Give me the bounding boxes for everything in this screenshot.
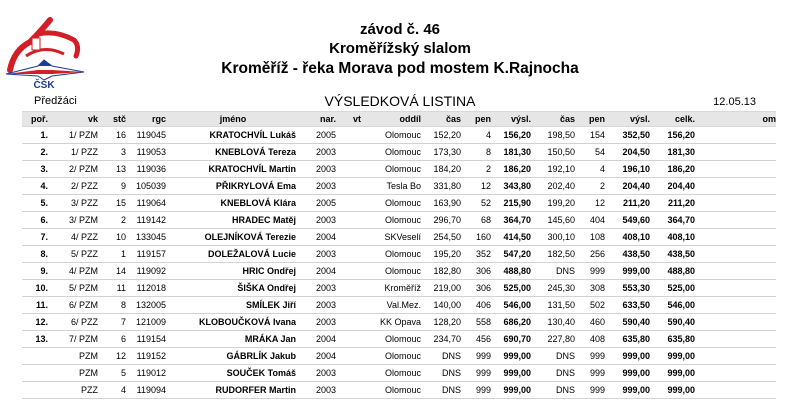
- cell-om: [695, 161, 776, 178]
- cell-pen2: 999: [575, 263, 605, 280]
- cell-cas1: 182,80: [421, 263, 461, 280]
- cell-vk: 6/ PZZ: [48, 314, 98, 331]
- cell-stc: 12: [98, 348, 126, 365]
- cell-stc: 15: [98, 195, 126, 212]
- cell-stc: 11: [98, 280, 126, 297]
- cell-nar: 2003: [296, 246, 336, 263]
- cell-oddil: Olomouc: [361, 127, 421, 144]
- cell-vt: [336, 212, 361, 229]
- col-header-pen2: pen: [575, 112, 605, 127]
- cell-vysl2: 549,60: [605, 212, 650, 229]
- cell-pen2: 308: [575, 280, 605, 297]
- cell-rgc: 119012: [126, 365, 166, 382]
- cell-nar: 2004: [296, 331, 336, 348]
- cell-vysl2: 999,00: [605, 263, 650, 280]
- cell-cas1: 128,20: [421, 314, 461, 331]
- cell-vt: [336, 229, 361, 246]
- cell-stc: 16: [98, 127, 126, 144]
- cell-om: [695, 314, 776, 331]
- table-row: [22, 229, 776, 246]
- cell-jmeno: GÁBRLÍK Jakub: [166, 348, 296, 365]
- cell-cas2: 300,10: [531, 229, 575, 246]
- cell-pen1: 12: [461, 178, 491, 195]
- cell-celk: 635,80: [650, 331, 695, 348]
- cell-vysl1: 546,00: [491, 297, 531, 314]
- cell-cas2: 145,60: [531, 212, 575, 229]
- cell-cas2: DNS: [531, 382, 575, 399]
- cell-vysl1: 414,50: [491, 229, 531, 246]
- cell-rgc: 112018: [126, 280, 166, 297]
- cell-vysl2: 590,40: [605, 314, 650, 331]
- cell-vt: [336, 314, 361, 331]
- cell-vysl2: 438,50: [605, 246, 650, 263]
- cell-rgc: 119154: [126, 331, 166, 348]
- cell-vysl1: 999,00: [491, 348, 531, 365]
- cell-vysl1: 156,20: [491, 127, 531, 144]
- cell-cas2: 198,50: [531, 127, 575, 144]
- cell-nar: 2004: [296, 229, 336, 246]
- table-row: [22, 246, 776, 263]
- cell-rgc: 119157: [126, 246, 166, 263]
- cell-pen1: 999: [461, 365, 491, 382]
- cell-por: [22, 348, 48, 365]
- cell-oddil: Olomouc: [361, 144, 421, 161]
- cell-vk: 2/ PZZ: [48, 178, 98, 195]
- cell-nar: 2003: [296, 280, 336, 297]
- cell-pen1: 558: [461, 314, 491, 331]
- cell-celk: 181,30: [650, 144, 695, 161]
- cell-cas2: DNS: [531, 365, 575, 382]
- cell-vt: [336, 331, 361, 348]
- cell-celk: 156,20: [650, 127, 695, 144]
- cell-pen2: 999: [575, 382, 605, 399]
- cell-vk: 4/ PZM: [48, 263, 98, 280]
- cell-vk: 5/ PZM: [48, 280, 98, 297]
- col-header-vysl2: výsl.: [605, 112, 650, 127]
- csk-logo: [4, 16, 88, 90]
- cell-por: 10.: [22, 280, 48, 297]
- cell-por: 11.: [22, 297, 48, 314]
- cell-pen2: 999: [575, 348, 605, 365]
- cell-vk: PZZ: [48, 382, 98, 399]
- cell-pen2: 460: [575, 314, 605, 331]
- col-header-oddil: oddíl: [361, 112, 421, 127]
- cell-vk: PZM: [48, 348, 98, 365]
- cell-pen2: 404: [575, 212, 605, 229]
- col-header-celk: celk.: [650, 112, 695, 127]
- cell-cas1: DNS: [421, 365, 461, 382]
- table-row: [22, 178, 776, 195]
- cell-por: 2.: [22, 144, 48, 161]
- cell-rgc: 119142: [126, 212, 166, 229]
- cell-nar: 2003: [296, 212, 336, 229]
- cell-jmeno: ŠIŠKA Ondřej: [166, 280, 296, 297]
- cell-om: [695, 365, 776, 382]
- cell-oddil: Olomouc: [361, 382, 421, 399]
- cell-celk: 525,00: [650, 280, 695, 297]
- cell-stc: 7: [98, 314, 126, 331]
- cell-pen1: 306: [461, 280, 491, 297]
- cell-vysl1: 186,20: [491, 161, 531, 178]
- cell-oddil: Olomouc: [361, 246, 421, 263]
- category-label: Předžáci: [34, 95, 77, 107]
- cell-nar: 2004: [296, 348, 336, 365]
- col-header-om: om: [695, 112, 776, 127]
- race-name: Kroměřížský slalom: [329, 40, 471, 57]
- cell-vysl2: 352,50: [605, 127, 650, 144]
- cell-jmeno: SMÍLEK Jiří: [166, 297, 296, 314]
- cell-celk: 211,20: [650, 195, 695, 212]
- cell-oddil: KK Opava: [361, 314, 421, 331]
- cell-vt: [336, 348, 361, 365]
- cell-cas1: 296,70: [421, 212, 461, 229]
- cell-pen1: 999: [461, 348, 491, 365]
- cell-por: 8.: [22, 246, 48, 263]
- cell-stc: 3: [98, 144, 126, 161]
- cell-vysl2: 553,30: [605, 280, 650, 297]
- cell-pen2: 256: [575, 246, 605, 263]
- cell-pen2: 2: [575, 178, 605, 195]
- cell-cas1: 152,20: [421, 127, 461, 144]
- cell-vk: 3/ PZM: [48, 212, 98, 229]
- cell-por: 13.: [22, 331, 48, 348]
- cell-pen1: 999: [461, 382, 491, 399]
- document-title: VÝSLEDKOVÁ LISTINA: [324, 93, 476, 109]
- cell-nar: 2003: [296, 365, 336, 382]
- cell-vk: 4/ PZZ: [48, 229, 98, 246]
- cell-vysl1: 686,20: [491, 314, 531, 331]
- cell-vysl2: 211,20: [605, 195, 650, 212]
- table-row: [22, 161, 776, 178]
- cell-oddil: Olomouc: [361, 161, 421, 178]
- cell-vysl2: 196,10: [605, 161, 650, 178]
- cell-cas2: 199,20: [531, 195, 575, 212]
- cell-cas2: DNS: [531, 348, 575, 365]
- table-row: [22, 212, 776, 229]
- cell-por: 5.: [22, 195, 48, 212]
- cell-pen1: 160: [461, 229, 491, 246]
- cell-vysl1: 343,80: [491, 178, 531, 195]
- cell-oddil: Olomouc: [361, 263, 421, 280]
- cell-vysl2: 635,80: [605, 331, 650, 348]
- cell-oddil: Tesla Bo: [361, 178, 421, 195]
- cell-vysl1: 690,70: [491, 331, 531, 348]
- col-header-rgc: rgc: [126, 112, 166, 127]
- cell-por: [22, 365, 48, 382]
- table-row: [22, 314, 776, 331]
- cell-vysl2: 999,00: [605, 348, 650, 365]
- cell-celk: 590,40: [650, 314, 695, 331]
- cell-vk: 2/ PZM: [48, 161, 98, 178]
- cell-cas2: 182,50: [531, 246, 575, 263]
- cell-rgc: 105039: [126, 178, 166, 195]
- race-date: 12.05.13: [713, 96, 756, 108]
- cell-vt: [336, 161, 361, 178]
- cell-cas2: 130,40: [531, 314, 575, 331]
- cell-celk: 546,00: [650, 297, 695, 314]
- cell-cas2: 227,80: [531, 331, 575, 348]
- cell-pen1: 52: [461, 195, 491, 212]
- cell-stc: 4: [98, 382, 126, 399]
- cell-om: [695, 212, 776, 229]
- col-header-jmeno: jméno: [166, 112, 296, 127]
- cell-stc: 9: [98, 178, 126, 195]
- cell-pen2: 4: [575, 161, 605, 178]
- cell-vk: 1/ PZZ: [48, 144, 98, 161]
- table-row: [22, 297, 776, 314]
- cell-cas1: 254,50: [421, 229, 461, 246]
- cell-vysl2: 999,00: [605, 382, 650, 399]
- cell-vt: [336, 246, 361, 263]
- cell-jmeno: KRATOCHVÍL Martin: [166, 161, 296, 178]
- cell-pen1: 68: [461, 212, 491, 229]
- cell-stc: 8: [98, 297, 126, 314]
- cell-cas1: DNS: [421, 382, 461, 399]
- cell-vk: 5/ PZZ: [48, 246, 98, 263]
- cell-vk: 1/ PZM: [48, 127, 98, 144]
- cell-vysl1: 547,20: [491, 246, 531, 263]
- cell-cas2: 245,30: [531, 280, 575, 297]
- table-row: [22, 348, 776, 365]
- cell-om: [695, 144, 776, 161]
- cell-rgc: 132005: [126, 297, 166, 314]
- cell-vysl1: 488,80: [491, 263, 531, 280]
- cell-pen2: 408: [575, 331, 605, 348]
- cell-nar: 2003: [296, 314, 336, 331]
- table-row: [22, 382, 776, 399]
- cell-vt: [336, 178, 361, 195]
- cell-celk: 488,80: [650, 263, 695, 280]
- cell-celk: 438,50: [650, 246, 695, 263]
- cell-pen2: 12: [575, 195, 605, 212]
- cell-cas2: 150,50: [531, 144, 575, 161]
- cell-pen2: 54: [575, 144, 605, 161]
- cell-cas1: 163,90: [421, 195, 461, 212]
- table-row: [22, 144, 776, 161]
- cell-jmeno: HRIC Ondřej: [166, 263, 296, 280]
- cell-vysl2: 408,10: [605, 229, 650, 246]
- logo-text: ČSK: [33, 80, 55, 90]
- cell-vysl1: 999,00: [491, 382, 531, 399]
- cell-cas1: 184,20: [421, 161, 461, 178]
- cell-cas1: 219,00: [421, 280, 461, 297]
- cell-pen2: 108: [575, 229, 605, 246]
- cell-nar: 2003: [296, 178, 336, 195]
- cell-vt: [336, 144, 361, 161]
- cell-por: 1.: [22, 127, 48, 144]
- cell-nar: 2003: [296, 382, 336, 399]
- table-row: [22, 365, 776, 382]
- cell-por: 4.: [22, 178, 48, 195]
- cell-stc: 14: [98, 263, 126, 280]
- table-row: [22, 263, 776, 280]
- col-header-stc: stč: [98, 112, 126, 127]
- cell-pen1: 4: [461, 127, 491, 144]
- cell-stc: 10: [98, 229, 126, 246]
- cell-por: 6.: [22, 212, 48, 229]
- cell-vysl2: 633,50: [605, 297, 650, 314]
- cell-por: 3.: [22, 161, 48, 178]
- table-header-row: [22, 112, 776, 127]
- cell-por: [22, 382, 48, 399]
- cell-vysl1: 364,70: [491, 212, 531, 229]
- cell-vysl2: 999,00: [605, 365, 650, 382]
- cell-jmeno: DOLEŽALOVÁ Lucie: [166, 246, 296, 263]
- cell-jmeno: PŘIKRYLOVÁ Ema: [166, 178, 296, 195]
- cell-om: [695, 331, 776, 348]
- cell-nar: 2004: [296, 263, 336, 280]
- cell-vysl2: 204,40: [605, 178, 650, 195]
- cell-vysl1: 215,90: [491, 195, 531, 212]
- cell-vt: [336, 263, 361, 280]
- cell-celk: 204,40: [650, 178, 695, 195]
- cell-cas1: 140,00: [421, 297, 461, 314]
- cell-vt: [336, 195, 361, 212]
- table-row: [22, 280, 776, 297]
- cell-jmeno: KRATOCHVÍL Lukáš: [166, 127, 296, 144]
- cell-vt: [336, 382, 361, 399]
- cell-rgc: 119064: [126, 195, 166, 212]
- cell-oddil: Kroměříž: [361, 280, 421, 297]
- cell-cas2: 131,50: [531, 297, 575, 314]
- cell-rgc: 119152: [126, 348, 166, 365]
- table-row: [22, 127, 776, 144]
- cell-celk: 364,70: [650, 212, 695, 229]
- cell-pen1: 306: [461, 263, 491, 280]
- cell-oddil: SKVeselí: [361, 229, 421, 246]
- cell-jmeno: HRADEC Matěj: [166, 212, 296, 229]
- cell-jmeno: KNEBLOVÁ Tereza: [166, 144, 296, 161]
- cell-om: [695, 178, 776, 195]
- cell-celk: 999,00: [650, 348, 695, 365]
- cell-pen1: 456: [461, 331, 491, 348]
- cell-om: [695, 246, 776, 263]
- cell-stc: 5: [98, 365, 126, 382]
- cell-vt: [336, 297, 361, 314]
- cell-vk: PZM: [48, 365, 98, 382]
- cell-om: [695, 348, 776, 365]
- cell-vk: 7/ PZM: [48, 331, 98, 348]
- cell-celk: 186,20: [650, 161, 695, 178]
- cell-pen1: 2: [461, 161, 491, 178]
- cell-cas2: 202,40: [531, 178, 575, 195]
- cell-stc: 13: [98, 161, 126, 178]
- race-number: závod č. 46: [359, 21, 441, 38]
- cell-om: [695, 127, 776, 144]
- cell-jmeno: KNEBLOVÁ Klára: [166, 195, 296, 212]
- cell-vysl2: 204,50: [605, 144, 650, 161]
- cell-oddil: Olomouc: [361, 365, 421, 382]
- cell-pen2: 154: [575, 127, 605, 144]
- col-header-pen1: pen: [461, 112, 491, 127]
- cell-vysl1: 525,00: [491, 280, 531, 297]
- cell-om: [695, 195, 776, 212]
- cell-por: 7.: [22, 229, 48, 246]
- cell-om: [695, 280, 776, 297]
- cell-vysl1: 181,30: [491, 144, 531, 161]
- cell-rgc: 133045: [126, 229, 166, 246]
- col-header-cas1: čas: [421, 112, 461, 127]
- race-location: Kroměříž - řeka Morava pod mostem K.Rajnocha: [221, 60, 579, 77]
- cell-vt: [336, 365, 361, 382]
- cell-cas1: 234,70: [421, 331, 461, 348]
- cell-por: 9.: [22, 263, 48, 280]
- cell-pen1: 8: [461, 144, 491, 161]
- cell-nar: 2005: [296, 127, 336, 144]
- cell-stc: 1: [98, 246, 126, 263]
- cell-vt: [336, 127, 361, 144]
- col-header-vk: vk: [48, 112, 98, 127]
- cell-pen2: 502: [575, 297, 605, 314]
- cell-cas1: 195,20: [421, 246, 461, 263]
- cell-nar: 2003: [296, 161, 336, 178]
- cell-om: [695, 229, 776, 246]
- results-table: [22, 111, 776, 399]
- cell-cas2: DNS: [531, 263, 575, 280]
- cell-oddil: Olomouc: [361, 348, 421, 365]
- col-header-nar: nar.: [296, 112, 336, 127]
- cell-nar: 2003: [296, 297, 336, 314]
- cell-oddil: Olomouc: [361, 195, 421, 212]
- cell-vk: 6/ PZM: [48, 297, 98, 314]
- col-header-cas2: čas: [531, 112, 575, 127]
- cell-cas1: DNS: [421, 348, 461, 365]
- col-header-poradi: poř.: [22, 112, 48, 127]
- cell-rgc: 119053: [126, 144, 166, 161]
- cell-vk: 3/ PZZ: [48, 195, 98, 212]
- cell-om: [695, 382, 776, 399]
- table-row: [22, 331, 776, 348]
- cell-cas1: 173,30: [421, 144, 461, 161]
- cell-rgc: 119036: [126, 161, 166, 178]
- cell-oddil: Olomouc: [361, 212, 421, 229]
- col-header-vt: vt: [336, 112, 361, 127]
- cell-om: [695, 263, 776, 280]
- cell-nar: 2003: [296, 144, 336, 161]
- cell-rgc: 119094: [126, 382, 166, 399]
- table-row: [22, 195, 776, 212]
- cell-oddil: Olomouc: [361, 331, 421, 348]
- cell-jmeno: SOUČEK Tomáš: [166, 365, 296, 382]
- cell-nar: 2005: [296, 195, 336, 212]
- col-header-vysl1: výsl.: [491, 112, 531, 127]
- cell-rgc: 121009: [126, 314, 166, 331]
- cell-jmeno: MRÁKA Jan: [166, 331, 296, 348]
- cell-jmeno: RUDORFER Martin: [166, 382, 296, 399]
- cell-om: [695, 297, 776, 314]
- cell-pen1: 406: [461, 297, 491, 314]
- cell-cas1: 331,80: [421, 178, 461, 195]
- cell-celk: 999,00: [650, 382, 695, 399]
- cell-por: 12.: [22, 314, 48, 331]
- cell-stc: 6: [98, 331, 126, 348]
- cell-rgc: 119045: [126, 127, 166, 144]
- cell-vt: [336, 280, 361, 297]
- cell-oddil: Val.Mez.: [361, 297, 421, 314]
- cell-celk: 999,00: [650, 365, 695, 382]
- cell-vysl1: 999,00: [491, 365, 531, 382]
- cell-pen1: 352: [461, 246, 491, 263]
- cell-celk: 408,10: [650, 229, 695, 246]
- cell-cas2: 192,10: [531, 161, 575, 178]
- cell-stc: 2: [98, 212, 126, 229]
- cell-jmeno: OLEJNÍKOVÁ Terezie: [166, 229, 296, 246]
- cell-rgc: 119092: [126, 263, 166, 280]
- cell-pen2: 999: [575, 365, 605, 382]
- cell-jmeno: KLOBOUČKOVÁ Ivana: [166, 314, 296, 331]
